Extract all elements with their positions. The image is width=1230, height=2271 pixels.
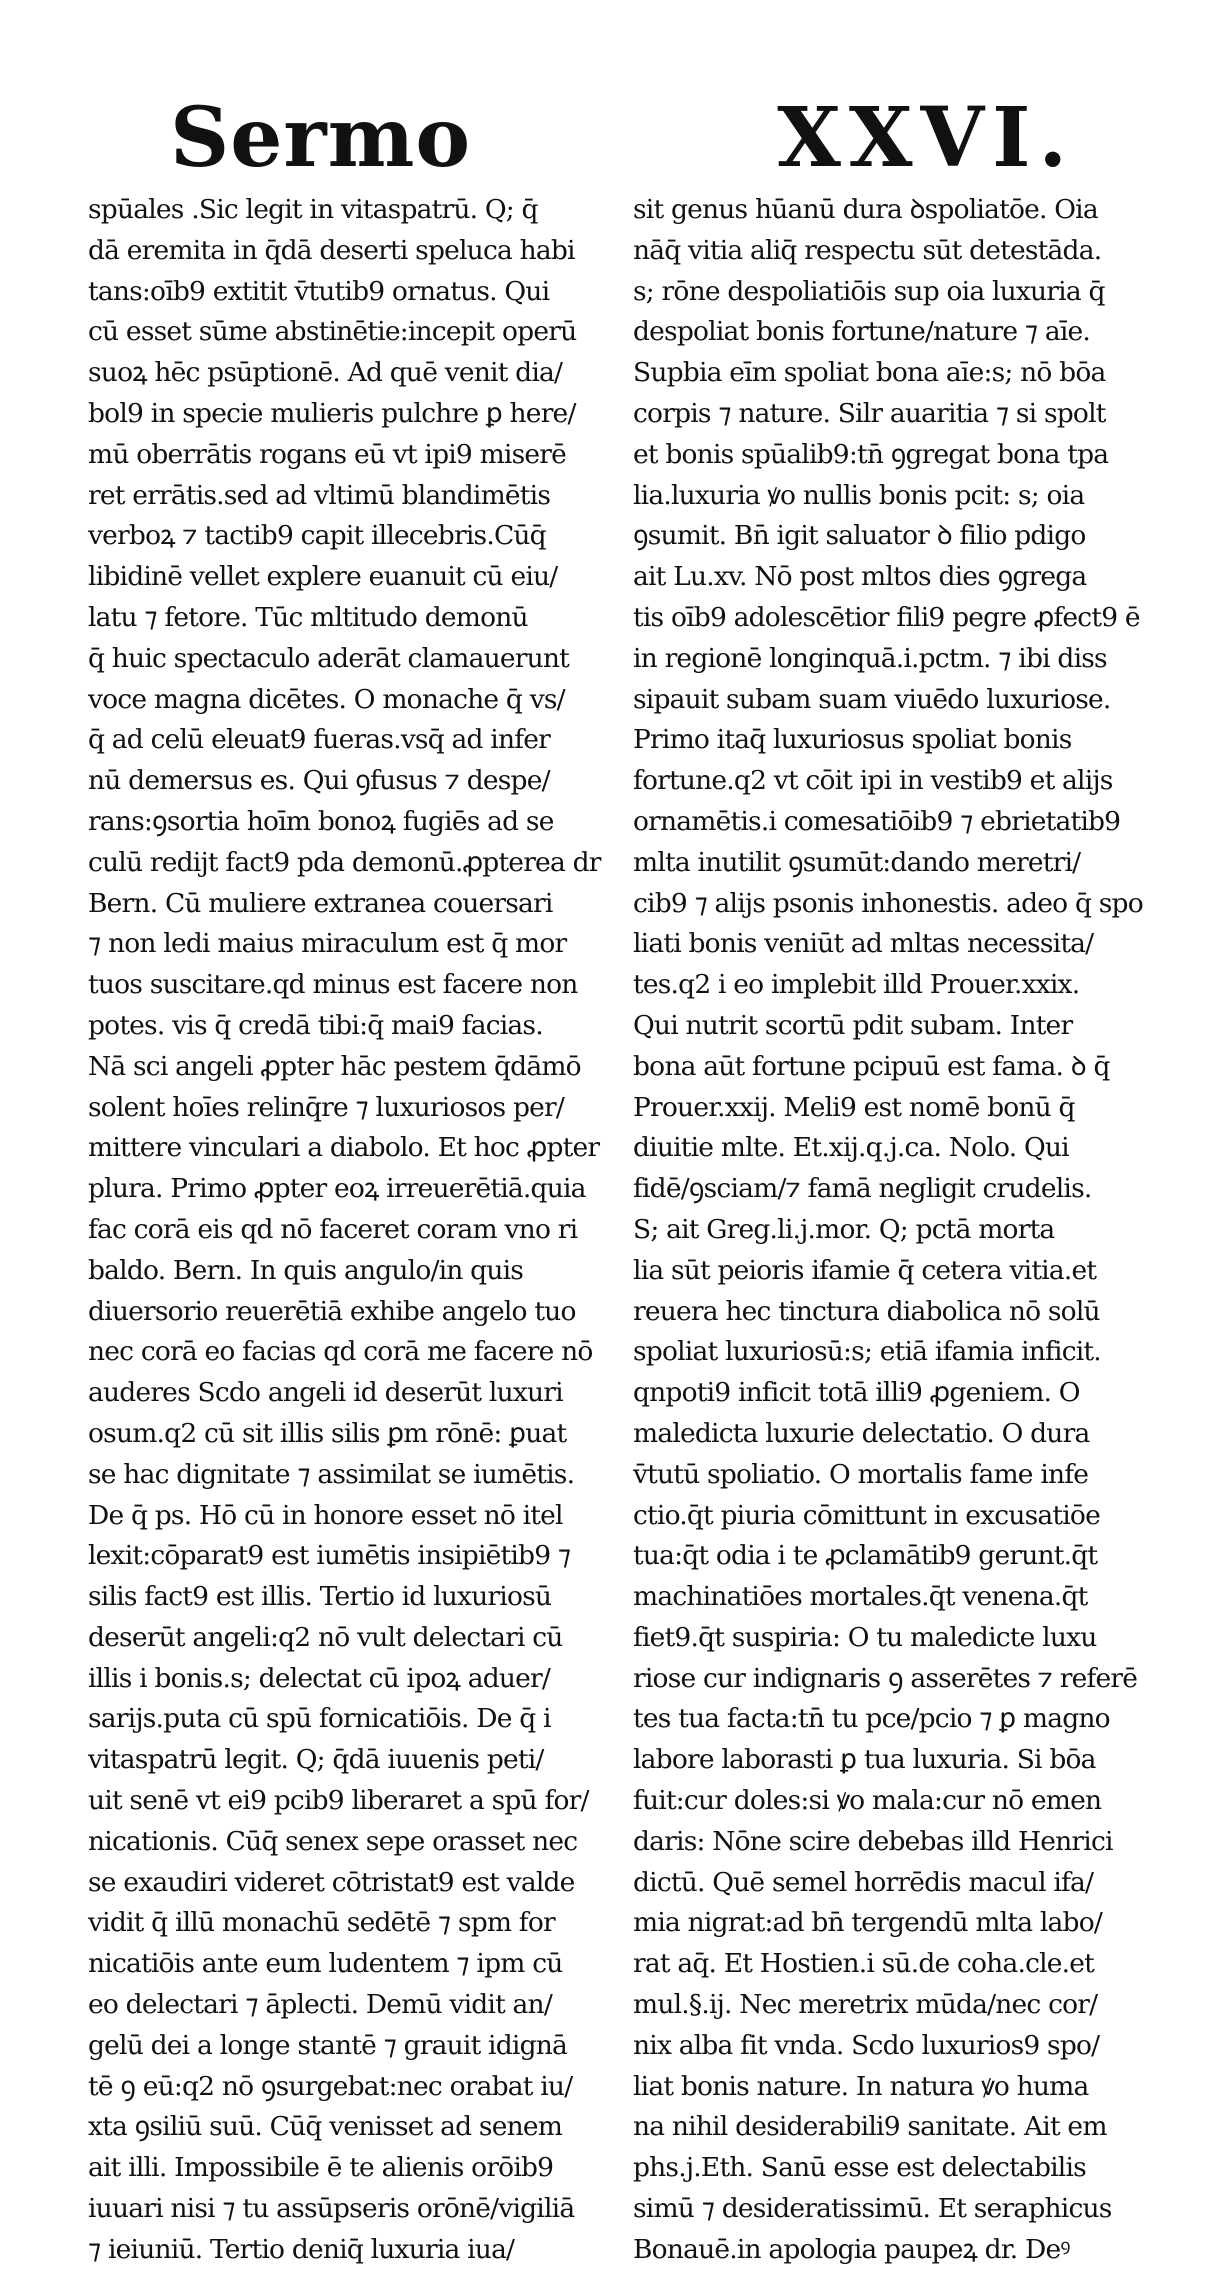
text-line: et bonis spūalib9:tn̄ ꝯgregat bona tpa bbox=[633, 438, 1109, 470]
text-line: cib9 ⁊ alijs psonis inhonestis. adeo q̄ spo bbox=[633, 887, 1143, 919]
text-line: daris: Nōne scire debebas illd Henrici bbox=[633, 1825, 1113, 1857]
text-line: bol9 in specie mulieris pulchre ꝑ here/ bbox=[88, 397, 576, 429]
text-line: vitaspatrū legit. Q; q̄dā iuuenis peti/ bbox=[88, 1744, 544, 1776]
text-line: gelū dei a longe stantē ⁊ grauit idignā bbox=[88, 2029, 568, 2061]
text-line: spūales .Sic legit in vitaspatrū. Q; q̄ bbox=[88, 194, 538, 225]
text-line: vidit q̄ illū monachū sedētē ⁊ spm for bbox=[88, 1907, 555, 1939]
text-line: cū esset sūme abstinētie:incepit operū bbox=[88, 316, 577, 348]
text-line: bona aūt fortune pcipuū est fama. ꝺ q̄ bbox=[633, 1050, 1110, 1082]
text-line: verboꝝ ⁊ tactib9 capit illecebris.Cūq̄ bbox=[88, 520, 546, 552]
text-line: suoꝝ hēc psūptionē. Ad quē venit dia/ bbox=[88, 357, 563, 389]
text-line: sarijs.puta cū spū fornicatiōis. De q̄ i bbox=[88, 1703, 551, 1735]
text-line: tans:oīb9 extitit v̄tutib9 ornatus. Qui bbox=[88, 275, 550, 307]
text-line: iuuari nisi ⁊ tu assūpseris orōnē/vigiliā bbox=[88, 2193, 575, 2225]
text-line: sipauit subam suam viuēdo luxuriose. bbox=[633, 683, 1111, 715]
text-line: ait Lu.xv. Nō post mltos dies ꝯgrega bbox=[633, 561, 1087, 593]
text-line: Primo itaq̄ luxuriosus spoliat bonis bbox=[633, 724, 1072, 756]
text-line: dā eremita in q̄dā deserti speluca habi bbox=[88, 234, 575, 266]
text-line: illis i bonis.s; delectat cū ipoꝝ aduer/ bbox=[88, 1662, 550, 1694]
text-line: baldo. Bern. In quis angulo/in quis bbox=[88, 1254, 524, 1286]
text-line: voce magna dicētes. O monache q̄ vs/ bbox=[88, 683, 565, 715]
text-line: labore laborasti ꝑ tua luxuria. Si bōa bbox=[633, 1744, 1096, 1776]
running-head-number: XXVI. bbox=[777, 90, 1075, 186]
text-line: Qui nutrit scortū pdit subam. Inter bbox=[633, 1009, 1073, 1041]
text-line: lia.luxuria ꝟo nullis bonis pcit: s; oia bbox=[633, 479, 1085, 511]
text-line: riose cur indignaris ꝯ asserētes ⁊ referē bbox=[633, 1662, 1138, 1694]
text-line: diuitie mlte. Et.xij.q.j.ca. Nolo. Qui bbox=[633, 1132, 1069, 1164]
text-line: potes. vis q̄ credā tibi:q̄ mai9 facias. bbox=[88, 1009, 543, 1041]
text-line: liati bonis veniūt ad mltas necessita/ bbox=[633, 928, 1094, 960]
text-line: fac corā eis qd nō faceret coram vno ri bbox=[88, 1213, 578, 1245]
text-line: nicatiōis ante eum ludentem ⁊ ipm cū bbox=[88, 1948, 563, 1980]
text-line: se hac dignitate ⁊ assimilat se iumētis. bbox=[88, 1458, 575, 1490]
text-line: ꝯsumit. Bn̄ igit saluator ꝺ filio pdigo bbox=[633, 520, 1086, 552]
text-line: spoliat luxuriosū:s; etiā ifamia inficit. bbox=[633, 1336, 1101, 1368]
text-line: na nihil desiderabili9 sanitate. Ait em bbox=[633, 2111, 1107, 2143]
text-line: s; rōne despoliatiōis sup oia luxuria q̄ bbox=[633, 275, 1105, 307]
text-line: Supbia eīm spoliat bona aīe:s; nō bōa bbox=[633, 357, 1106, 389]
text-line: libidinē vellet explere euanuit cū eiu/ bbox=[88, 561, 558, 593]
text-line: rat aq̄. Et Hostien.i sū.de coha.cle.et bbox=[633, 1948, 1095, 1980]
text-line: se exaudiri videret cōtristat9 est valde bbox=[88, 1866, 575, 1898]
text-line: lexit:cōparat9 est iumētis insipiētib9 ⁊ bbox=[88, 1540, 571, 1572]
right-column bbox=[633, 190, 1168, 2265]
text-line: tes.q2 i eo implebit illd Prouer.xxix. bbox=[633, 969, 1080, 1001]
text-line: uit senē vt ei9 pcib9 liberaret a spū for/ bbox=[88, 1785, 589, 1817]
text-line: phs.j.Eth. Sanū esse est delectabilis bbox=[633, 2152, 1086, 2184]
text-line: fortune.q2 vt cōit ipi in vestib9 et alijs bbox=[633, 765, 1113, 797]
text-line: S; ait Greg.li.j.mor. Q; pctā morta bbox=[633, 1213, 1055, 1245]
text-line: nāq̄ vitia aliq̄ respectu sūt detestāda. bbox=[633, 234, 1102, 266]
text-line: liat bonis nature. In natura ꝟo huma bbox=[633, 2070, 1089, 2102]
text-line: nū demersus es. Qui ꝯfusus ⁊ despe/ bbox=[88, 765, 550, 797]
text-line: fidē/ꝯsciam/⁊ famā negligit crudelis. bbox=[633, 1173, 1092, 1205]
text-line: ornamētis.i comesatiōib9 ⁊ ebrietatib9 bbox=[633, 805, 1121, 837]
text-line: lia sūt peioris ifamie q̄ cetera vitia.et bbox=[633, 1254, 1097, 1286]
text-line: mū oberrātis rogans eū vt ipi9 miserē bbox=[88, 438, 567, 470]
text-line: silis fact9 est illis. Tertio id luxuriosū bbox=[88, 1581, 552, 1613]
text-line: nec corā eo facias qd corā me facere nō bbox=[88, 1336, 593, 1368]
text-line: dictū. Quē semel horrēdis macul ifa/ bbox=[633, 1866, 1094, 1898]
running-head bbox=[170, 88, 1075, 188]
text-line: Bern. Cū muliere extranea couersari bbox=[88, 887, 553, 919]
text-line: plura. Primo ꝓpter eoꝝ irreuerētiā.quia bbox=[88, 1173, 586, 1205]
text-line: Nā sci angeli ꝓpter hāc pestem q̄dāmō bbox=[88, 1050, 581, 1082]
text-line: Prouer.xxij. Meli9 est nomē bonū q̄ bbox=[633, 1091, 1075, 1123]
text-line: xta ꝯsiliū suū. Cūq̄ venisset ad senem bbox=[88, 2111, 563, 2143]
text-line: mia nigrat:ad bn̄ tergendū mlta labo/ bbox=[633, 1907, 1102, 1939]
text-line: fuit:cur doles:si ꝟo mala:cur nō emen bbox=[633, 1785, 1102, 1817]
text-line: reuera hec tinctura diabolica nō solū bbox=[633, 1295, 1100, 1327]
text-line: maledicta luxurie delectatio. O dura bbox=[633, 1417, 1090, 1449]
text-line: in regionē longinquā.i.pctm. ⁊ ibi diss bbox=[633, 642, 1107, 674]
text-line: tē ꝯ eū:q2 nō ꝯsurgebat:nec orabat iu/ bbox=[88, 2070, 573, 2102]
text-line: auderes Scdo angeli id deserūt luxuri bbox=[88, 1377, 563, 1409]
text-line: rans:ꝯsortia hoīm bonoꝝ fugiēs ad se bbox=[88, 805, 554, 837]
text-line: despoliat bonis fortune/nature ⁊ aīe. bbox=[633, 316, 1091, 348]
text-line: ait illi. Impossibile ē te alienis orōib9 bbox=[88, 2152, 554, 2184]
text-line: q̄ huic spectaculo aderāt clamauerunt bbox=[88, 642, 569, 674]
text-line: ctio.q̄t piuria cōmittunt in excusatiōe bbox=[633, 1499, 1100, 1531]
running-head-title: Sermo bbox=[170, 90, 472, 186]
text-line: corpis ⁊ nature. Silr auaritia ⁊ si spolt bbox=[633, 397, 1106, 429]
text-line: De q̄ ps. Hō cū in honore esset nō itel bbox=[88, 1499, 563, 1531]
text-line: tua:q̄t odia i te ꝓclamātib9 gerunt.q̄t bbox=[633, 1540, 1098, 1572]
text-line: nix alba fit vnda. Scdo luxurios9 spo/ bbox=[633, 2029, 1100, 2061]
text-line: simū ⁊ desideratissimū. Et seraphicus bbox=[633, 2193, 1112, 2225]
text-line: sit genus hūanū dura ꝺspoliatōe. Oia bbox=[633, 194, 1098, 225]
text-line: v̄tutū spoliatio. O mortalis fame infe bbox=[633, 1458, 1089, 1490]
text-line: deserūt angeli:q2 nō vult delectari cū bbox=[88, 1621, 563, 1653]
text-line: mittere vinculari a diabolo. Et hoc ꝓpter bbox=[88, 1132, 600, 1164]
text-line: ⁊ ieiuniū. Tertio deniq̄ luxuria iua/ bbox=[88, 2233, 515, 2265]
text-line: Bonauē.in apologia paupeꝝ dr. Deꝰ bbox=[633, 2233, 1070, 2265]
text-line: eo delectari ⁊ āplecti. Demū vidit an/ bbox=[88, 1989, 552, 2021]
text-line: tis oīb9 adolescētior fili9 pegre ꝓfect9 ē bbox=[633, 601, 1140, 633]
text-line: mul.§.ij. Nec meretrix mūda/nec cor/ bbox=[633, 1989, 1098, 2021]
text-line: machinatiōes mortales.q̄t venena.q̄t bbox=[633, 1581, 1088, 1613]
text-line: nicationis. Cūq̄ senex sepe orasset nec bbox=[88, 1825, 578, 1857]
text-line: solent hoīes relinq̄re ⁊ luxuriosos per/ bbox=[88, 1091, 565, 1123]
text-line: culū redijt fact9 pda demonū.ꝓpterea dr bbox=[88, 846, 601, 878]
text-line: mlta inutilit ꝯsumūt:dando meretri/ bbox=[633, 846, 1081, 878]
text-line: fiet9.q̄t suspiria: O tu maledicte luxu bbox=[633, 1621, 1097, 1653]
text-line: latu ⁊ fetore. Tūc mltitudo demonū bbox=[88, 601, 528, 633]
text-line: tes tua facta:tn̄ tu pce/pcio ⁊ ꝑ magno bbox=[633, 1703, 1110, 1735]
text-line: tuos suscitare.qd minus est facere non bbox=[88, 969, 578, 1001]
left-column bbox=[88, 190, 608, 2265]
text-line: qnpoti9 inficit totā illi9 ꝓgeniem. O bbox=[633, 1377, 1080, 1409]
text-line: diuersorio reuerētiā exhibe angelo tuo bbox=[88, 1295, 576, 1327]
text-line: ⁊ non ledi maius miraculum est q̄ mor bbox=[88, 928, 567, 960]
text-line: q̄ ad celū eleuat9 fueras.vsq̄ ad infer bbox=[88, 724, 550, 756]
text-line: ret errātis.sed ad vltimū blandimētis bbox=[88, 479, 551, 511]
text-line: osum.q2 cū sit illis silis ꝑm rōnē: ꝑuat bbox=[88, 1417, 567, 1449]
text-columns bbox=[88, 190, 1168, 2265]
